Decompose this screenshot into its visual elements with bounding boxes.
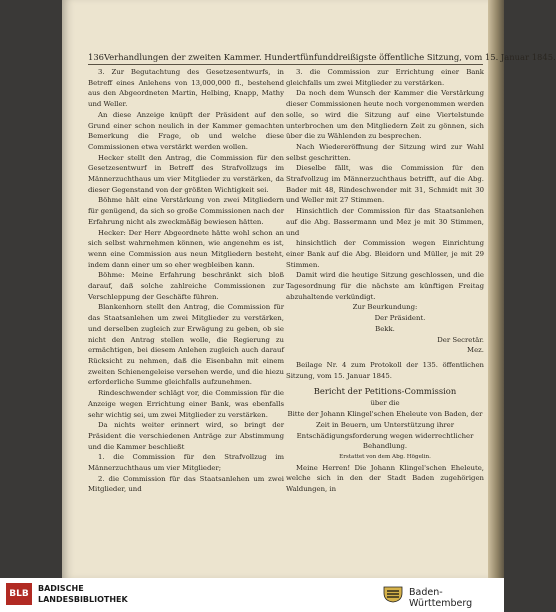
coat-of-arms-icon bbox=[382, 585, 404, 603]
paragraph: Blankenhorn stellt den Antrag, die Commission für das Staatsanlehen um zwei Mitglieder zu verstärken, und derselben zugleich zur Erwägung zu geben, ob sie nicht den Antrag stellen wolle, die Regierung zu ermächtigen, bei diesem Anlehen zugleich auch darauf Rücksicht zu nehmen, daß die Eisenbahn mit einem zweiten Schienengeleise versehen werde, und die hiezu erforderliche Summe gleichfalls aufzunehmen. bbox=[88, 303, 284, 387]
paragraph: Da nichts weiter erinnert wird, so bringt der Präsident die verschiedenen Anträge zur Abstimmung und die Kammer beschließt bbox=[88, 421, 284, 451]
secretary-name: Mez. bbox=[467, 346, 484, 355]
president-title: Der Präsident. bbox=[374, 314, 426, 323]
list-item: 3. die Commission zur Errichtung einer Bank gleichfalls um zwei Mitglieder zu verstärken. bbox=[286, 68, 484, 87]
petition-title: Bitte der Johann Klingel'schen Eheleute von Baden, der Zeit in Beuern, um Unterstützung ihrer Entschädigungsforderung wegen widerrechtlicher Behandlung. bbox=[287, 410, 483, 451]
paragraph: Hecker stellt den Antrag, die Commission für den Gesetzesentwurf in Betreff des Strafvollzugs im Männerzuchthaus um vier Mitglieder zu verstärken, da dieser Gegenstand von der größten Wichtigkeit sei. bbox=[88, 153, 284, 194]
paragraph: Hecker: Der Herr Abgeordnete hätte wohl schon an sich selbst wahrnehmen können, wie angenehm es ist, wenn eine Commission aus neun Mitgliedern besteht, indem dann einer um so eher wegbleiben kann. bbox=[88, 228, 284, 269]
attestation-label: Zur Beurkundung: bbox=[352, 303, 418, 312]
rapporteur: Erstattet von dem Abg. Högelin. bbox=[339, 453, 431, 460]
running-title: Verhandlungen der zweiten Kammer. Hundertfünfunddreißigste öffentliche Sitzung, vom 15. Januar 1845. bbox=[104, 52, 556, 62]
paragraph: hinsichtlich der Commission wegen Einrichtung einer Bank auf die Abg. Bleidorn und Müller, je mit 29 Stimmen. bbox=[286, 239, 484, 269]
paragraph: Rindeschwender schlägt vor, die Commission für die Anzeige wegen Errichtung einer Bank, was ebenfalls sehr wichtig sei, um zwei Mitglieder zu verstärken. bbox=[88, 389, 284, 419]
president-name: Bekk. bbox=[375, 324, 395, 333]
page-number: 136 bbox=[88, 52, 104, 62]
report-subtitle: über die bbox=[370, 399, 400, 408]
paragraph: Meine Herren! Die Johann Klingel'schen Eheleute, welche sich in den der Stadt Baden zugehörigen Waldungen, in bbox=[286, 463, 484, 494]
appendix-note: Beilage Nr. 4 zum Protokoll der 135. öffentlichen Sitzung, vom 15. Januar 1845. bbox=[286, 360, 484, 380]
state-name[interactable]: Baden-Württemberg bbox=[409, 587, 473, 609]
paragraph: Böhme hält eine Verstärkung von zwei Mitgliedern für genügend, da sich so große Commissionen nach der Erfahrung nicht als zweckmäßig bewiesen hätten. bbox=[88, 196, 284, 226]
right-column bbox=[286, 67, 484, 495]
blb-logo[interactable]: BLB bbox=[6, 583, 32, 605]
left-column bbox=[88, 67, 284, 495]
library-name[interactable]: BADISCHE LANDESBIBLIOTHEK bbox=[38, 584, 128, 604]
library-footer bbox=[0, 578, 504, 612]
header-rule bbox=[88, 64, 483, 65]
report-title: Bericht der Petitions-Commission bbox=[313, 386, 457, 397]
paragraph: 3. Zur Begutachtung des Gesetzesentwurfs, in Betreff eines Anlehens von 13,000,000 fl., bestehend aus den Abgeordneten Martin, Helbing, Knapp, Mathy und Weller. bbox=[88, 68, 284, 109]
page-edge bbox=[488, 0, 504, 578]
paragraph: Da noch dem Wunsch der Kammer die Verstärkung dieser Commissionen heute noch vorgenommen werden solle, so wird die Sitzung auf eine Viertelstunde unterbrochen um den Mitgliedern Zeit zu gönnen, sich über die zu Wählenden zu besprechen. bbox=[286, 89, 484, 141]
paragraph: Nach Wiedereröffnung der Sitzung wird zur Wahl selbst geschritten. bbox=[286, 142, 484, 162]
secretary-title: Der Secretär. bbox=[437, 335, 484, 344]
paragraph: Böhme: Meine Erfahrung beschränkt sich bloß darauf, daß solche zahlreiche Commissionen zur Verschleppung der Geschäfte führen. bbox=[88, 271, 284, 301]
paragraph: Dieselbe fällt, was die Commission für den Strafvollzug im Männerzuchthaus betrifft, auf die Abg. Bader mit 48, Rindeschwender mit 31, Schmidt mit 30 und Weller mit 27 Stimmen. bbox=[286, 164, 484, 205]
list-item: 1. die Commission für den Strafvollzug im Männerzuchthaus um vier Mitglieder; bbox=[88, 453, 284, 473]
paragraph: An diese Anzeige knüpft der Präsident auf den Grund einer schon neulich in der Kammer gemachten Bemerkung die Frage, ob und welche diese Commissionen etwa verstärkt werden wollen. bbox=[88, 110, 284, 151]
list-item: 2. die Commission für das Staatsanlehen um zwei Mitglieder, und bbox=[88, 474, 284, 494]
paragraph: Hinsichtlich der Commission für das Staatsanlehen auf die Abg. Bassermann und Mez je mit 30 Stimmen, und bbox=[286, 207, 484, 237]
paragraph: Damit wird die heutige Sitzung geschlossen, und die Tagesordnung für die nächste am künftigen Freitag abzuhaltende verkündigt. bbox=[286, 271, 484, 301]
